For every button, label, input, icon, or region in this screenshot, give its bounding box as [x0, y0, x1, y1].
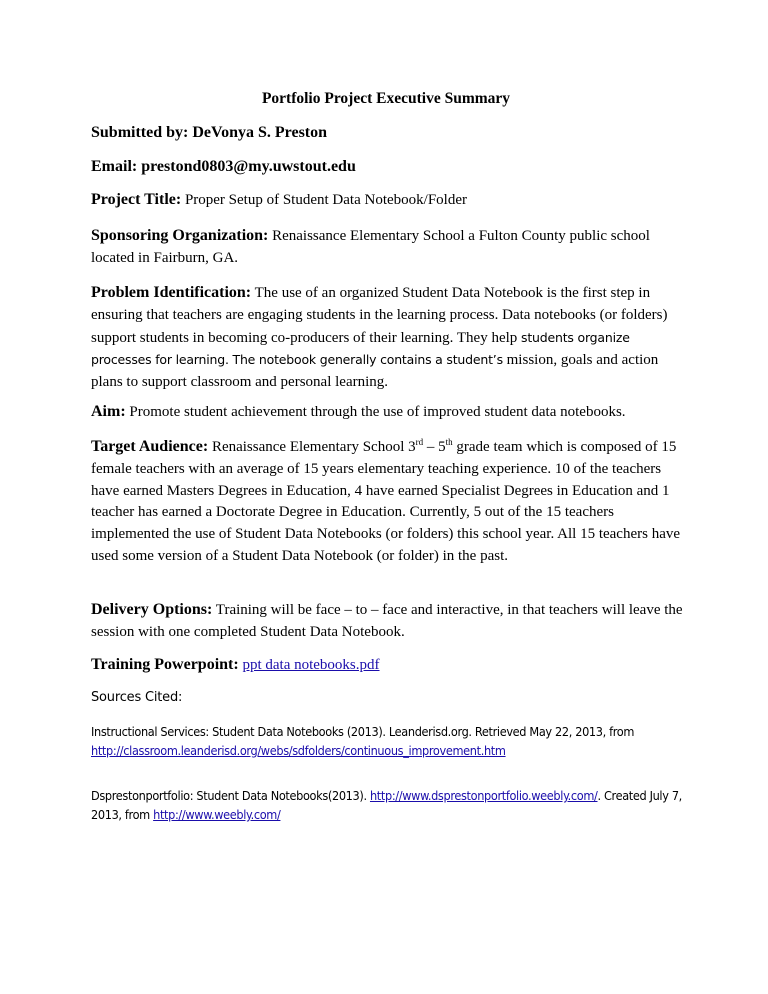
citation-1 — [91, 722, 701, 760]
audience-value-c: grade team which is composed of 15 female teachers with an average of 15 years elementary teaching experience. 10 of the teachers have earned Masters Degrees in Education, 4 have earned Specialist Degrees in Education and 1 teacher has earned a Doctorate Degree in Education. Currently, 5 out of the 15 teachers implemented the use of Student Data Notebooks (or folders) this school year. All 15 teachers have used some version of a Student Data Notebook (or folder) in the past. — [91, 439, 681, 564]
citation-2-link-a[interactable]: http://www.dsprestonportfolio.weebly.com/ — [369, 788, 598, 803]
aim-label: Aim: — [91, 403, 126, 420]
project-title-value: Proper Setup of Student Data Notebook/Folder — [181, 192, 467, 208]
citation-2-text-a: Dsprestonportfolio: Student Data Notebooks(2013). — [91, 788, 370, 803]
aim-value: Promote student achievement through the use of improved student data notebooks. — [125, 404, 626, 420]
target-audience — [91, 436, 691, 568]
citation-2 — [91, 786, 701, 824]
problem-value-sans: students organize processes for learning. The notebook generally contains a student’s — [91, 329, 630, 368]
powerpoint-label: Training Powerpoint: — [91, 656, 239, 673]
submitted-by: Submitted by: DeVonya S. Preston — [91, 124, 328, 141]
powerpoint-link[interactable]: ppt data notebooks.pdf — [242, 657, 380, 673]
delivery-options — [91, 599, 691, 644]
problem-value-2: mission, goals and action plans to support classroom and personal learning. — [91, 352, 659, 391]
sponsor-value: Renaissance Elementary School a Fulton County public school located in Fairburn, GA. — [91, 228, 650, 266]
aim-line — [91, 403, 626, 421]
problem-value-1: The use of an organized Student Data Notebook is the first step in ensuring that teachers are engaging students in the learning process. Data notebooks (or folders) support students in becoming co-producers of their learning. They help — [91, 285, 668, 346]
email-line: Email: prestond0803@my.uwstout.edu — [91, 158, 356, 175]
citation-1-text: Instructional Services: Student Data Notebooks (2013). Leanderisd.org. Retrieved May 22, 2013, from — [91, 724, 635, 739]
delivery-value: Training will be face – to – face and interactive, in that teachers will leave the session with one completed Student Data Notebook. — [91, 602, 683, 640]
citation-2-text-b: . Created July 7, 2013, from — [91, 788, 682, 822]
audience-sup-2: th — [445, 437, 453, 447]
audience-value-b: – 5 — [423, 439, 446, 455]
document-title: Portfolio Project Executive Summary — [261, 90, 511, 107]
audience-label: Target Audience: — [91, 438, 209, 455]
project-title-label: Project Title: — [91, 191, 182, 208]
project-title-line — [91, 191, 467, 209]
audience-sup-1: rd — [415, 437, 424, 447]
citation-2-link-b[interactable]: http://www.weebly.com/ — [153, 807, 281, 822]
problem-identification — [91, 282, 691, 394]
sponsor-label: Sponsoring Organization: — [91, 227, 269, 244]
citation-1-link[interactable]: http://classroom.leanderisd.org/webs/sdfolders/continuous_improvement.htm — [91, 743, 506, 758]
delivery-label: Delivery Options: — [91, 601, 213, 618]
sources-heading: Sources Cited: — [91, 690, 183, 705]
problem-label: Problem Identification: — [91, 284, 252, 301]
training-powerpoint-line — [91, 656, 380, 674]
sponsoring-organization — [91, 225, 691, 270]
audience-value-a: Renaissance Elementary School 3 — [208, 439, 416, 455]
